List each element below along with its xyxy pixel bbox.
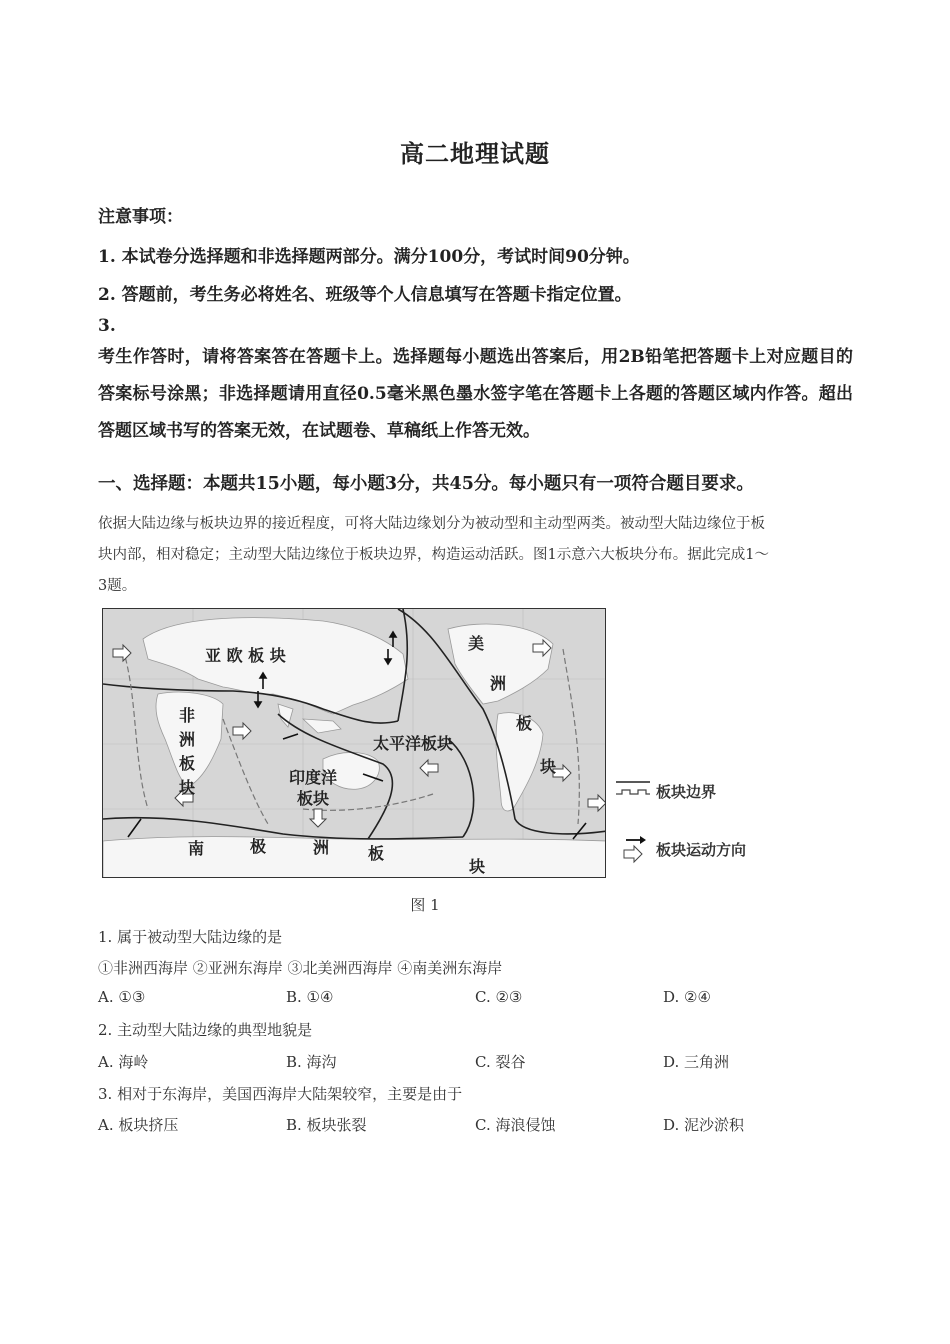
question-1-option-a[interactable]: A. ①③ <box>98 988 146 1006</box>
plate-map <box>102 608 606 878</box>
label-pacific-plate: 太平洋板块 <box>373 734 454 753</box>
figure-caption: 图 1 <box>410 896 440 914</box>
question-1-statements: ①非洲西海岸 ②亚洲东海岸 ③北美洲西海岸 ④南美洲东海岸 <box>98 959 503 977</box>
notice-item-3-text: 考生作答时，请将答案答在答题卡上。选择题每小题选出答案后，用2B铅笔把答题卡上对应题目的答案标号涂黑；非选择题请用直径0.5毫米黑色墨水签字笔在答题卡上各题的答题区域内作答。超出答题区域书写的答案无效，在试题卷、草稿纸上作答无效。 <box>98 347 853 441</box>
label-american-plate-3: 板 <box>516 714 533 733</box>
notice-item-3-number: 3. <box>98 316 116 336</box>
label-american-plate-1: 美 <box>468 634 485 653</box>
label-african-plate-3: 板 <box>179 754 196 773</box>
question-3-option-a[interactable]: A. 板块挤压 <box>98 1116 179 1134</box>
question-3-option-b[interactable]: B. 板块张裂 <box>286 1116 367 1134</box>
label-antarctic-plate-3: 洲 <box>313 838 330 857</box>
label-antarctic-plate-4: 板 <box>368 844 385 863</box>
label-eurasian-plate: 亚 欧 板 块 <box>205 646 286 665</box>
question-2-option-b[interactable]: B. 海沟 <box>286 1053 337 1071</box>
label-african-plate-2: 洲 <box>179 730 196 749</box>
legend-boundary-label: 板块边界 <box>656 783 717 801</box>
legend-symbols <box>616 772 656 872</box>
question-1-option-d[interactable]: D. ②④ <box>663 988 711 1006</box>
question-3-stem: 3. 相对于东海岸，美国西海岸大陆架较窄，主要是由于 <box>98 1085 463 1103</box>
label-antarctic-plate-2: 极 <box>250 837 267 856</box>
intro-paragraph <box>98 509 850 602</box>
label-antarctic-plate-1: 南 <box>188 839 205 858</box>
label-african-plate-1: 非 <box>179 706 196 725</box>
question-2-option-d[interactable]: D. 三角洲 <box>663 1053 730 1071</box>
question-1-stem: 1. 属于被动型大陆边缘的是 <box>98 928 283 946</box>
legend-direction-label: 板块运动方向 <box>656 841 747 859</box>
notice-item-2: 2. 答题前，考生务必将姓名、班级等个人信息填写在答题卡指定位置。 <box>98 285 632 305</box>
question-2-option-a[interactable]: A. 海岭 <box>98 1053 149 1071</box>
map-legend <box>616 772 776 872</box>
page-title: 高二地理试题 <box>400 139 550 168</box>
notice-item-1: 1. 本试卷分选择题和非选择题两部分。满分100分，考试时间90分钟。 <box>98 247 640 267</box>
intro-line-2: 块内部，相对稳定；主动型大陆边缘位于板块边界，构造运动活跃。图1示意六大板块分布。据此完成1～ <box>98 547 769 563</box>
label-american-plate-4: 块 <box>540 757 557 776</box>
question-3-option-d[interactable]: D. 泥沙淤积 <box>663 1116 745 1134</box>
question-2-stem: 2. 主动型大陆边缘的典型地貌是 <box>98 1021 313 1039</box>
section-heading: 一、选择题：本题共15小题，每小题3分，共45分。每小题只有一项符合题目要求。 <box>98 474 754 494</box>
label-indian-plate-1: 印度洋 <box>289 768 338 787</box>
question-1-option-c[interactable]: C. ②③ <box>475 988 523 1006</box>
label-american-plate-2: 洲 <box>490 674 507 693</box>
label-indian-plate-2: 板块 <box>297 789 330 808</box>
label-antarctic-plate-5: 块 <box>469 857 486 876</box>
question-1-option-b[interactable]: B. ①④ <box>286 988 334 1006</box>
intro-line-3: 3题。 <box>98 578 137 594</box>
question-3-option-c[interactable]: C. 海浪侵蚀 <box>475 1116 556 1134</box>
intro-line-1: 依据大陆边缘与板块边界的接近程度，可将大陆边缘划分为被动型和主动型两类。被动型大陆边缘位于板 <box>98 516 765 532</box>
question-2-option-c[interactable]: C. 裂谷 <box>475 1053 526 1071</box>
notice-heading: 注意事项： <box>98 207 183 227</box>
label-african-plate-4: 块 <box>179 778 196 797</box>
